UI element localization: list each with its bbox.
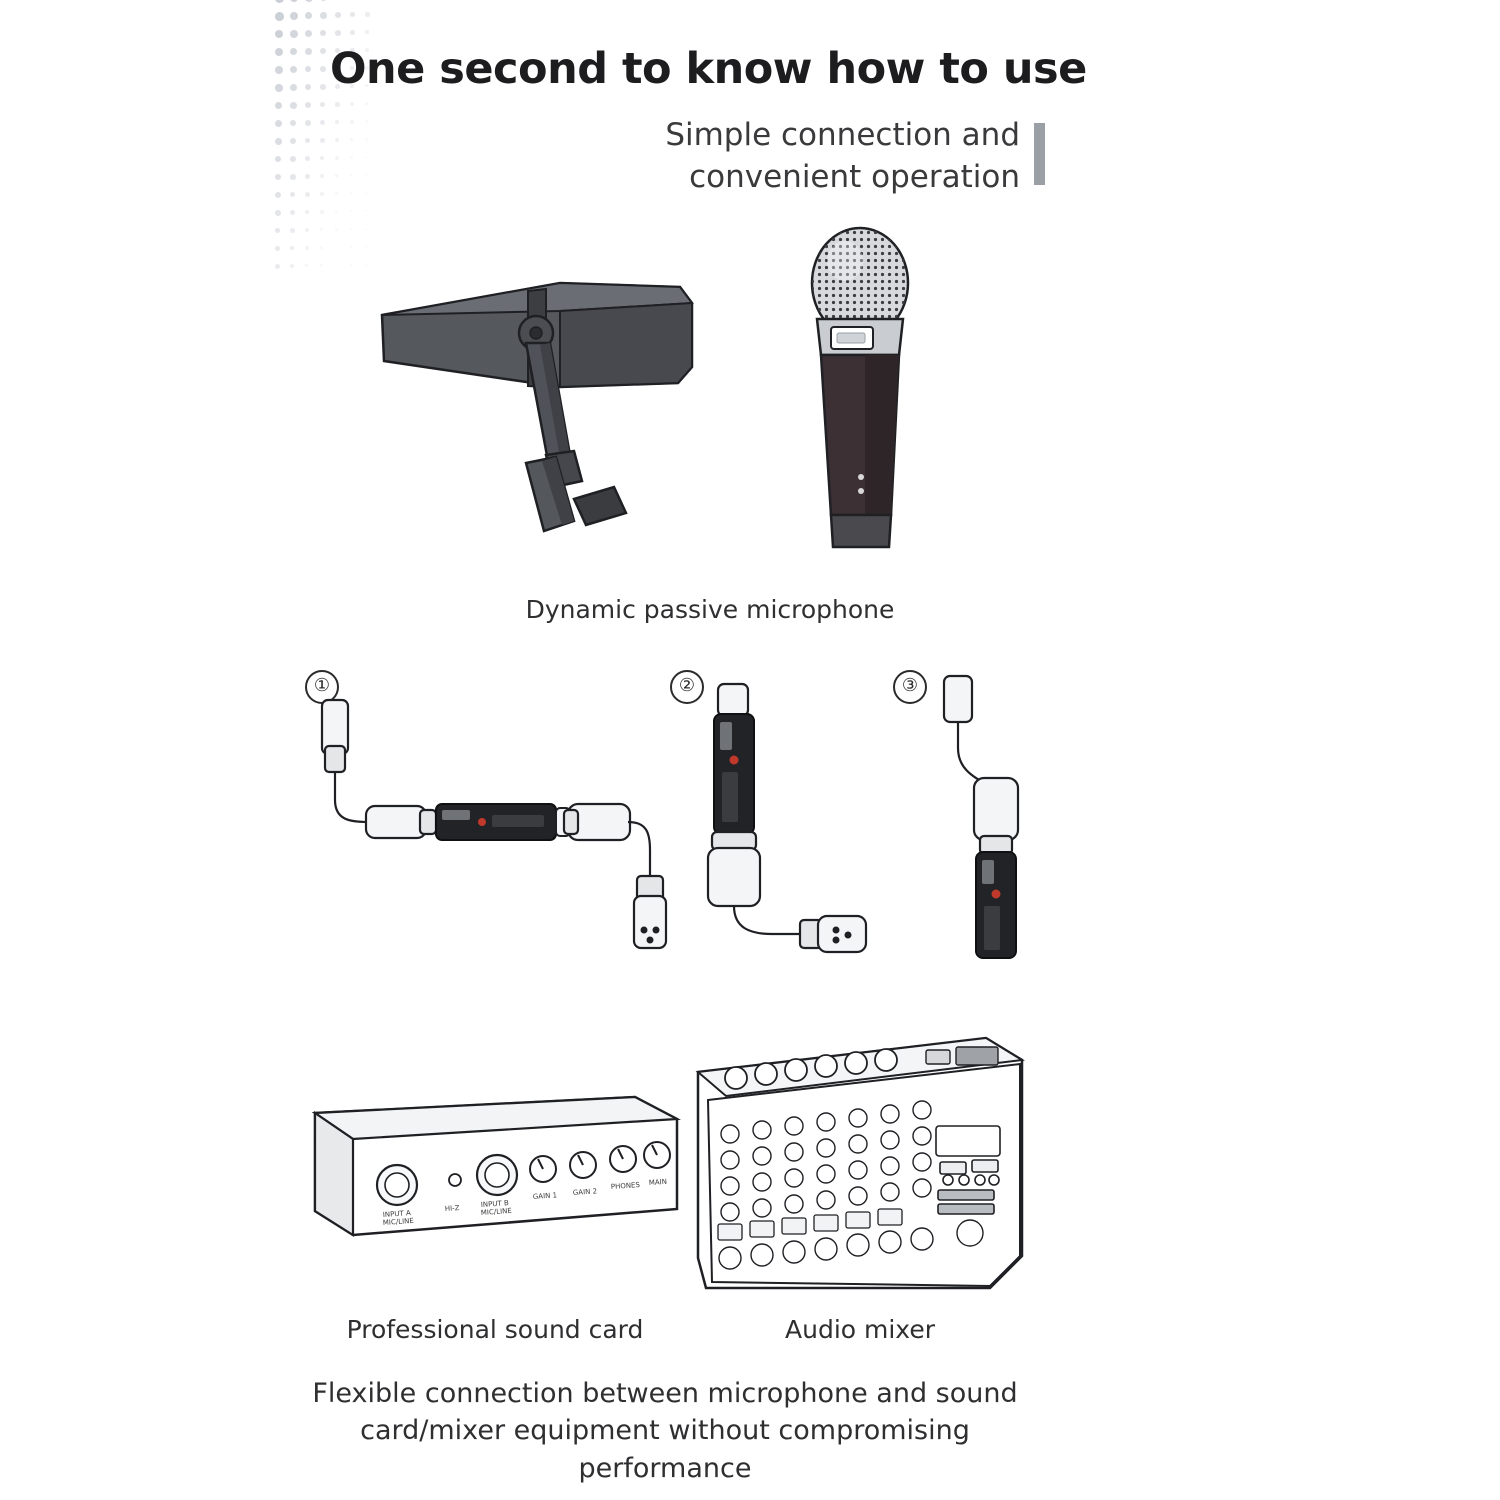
svg-text:MIC/LINE: MIC/LINE (382, 1216, 415, 1227)
svg-text:HI-Z: HI-Z (444, 1203, 460, 1213)
page-title: One second to know how to use (330, 44, 1087, 94)
svg-text:GAIN 2: GAIN 2 (572, 1187, 598, 1197)
footer-line-1: Flexible connection between microphone and sound (312, 1378, 1018, 1409)
sound-card-caption: Professional sound card (346, 1315, 644, 1344)
microphone-caption: Dynamic passive microphone (525, 595, 895, 624)
page-subtitle (560, 115, 1020, 199)
step-badge-3: ③ (893, 670, 927, 704)
connection-step-1-diagram (310, 690, 680, 960)
broadcast-dynamic-microphone (360, 255, 740, 575)
handheld-dynamic-microphone (795, 215, 925, 565)
page-subtitle-line2: convenient operation (689, 158, 1020, 195)
connection-step-3-diagram (930, 672, 1060, 972)
step-badge-1: ① (305, 670, 339, 704)
connection-step-2-diagram (700, 680, 870, 970)
svg-text:INPUT A: INPUT A (382, 1209, 412, 1219)
svg-text:MIC/LINE: MIC/LINE (480, 1206, 513, 1217)
svg-text:GAIN 1: GAIN 1 (532, 1191, 558, 1201)
footer-line-2: card/mixer equipment without compromising (360, 1415, 970, 1447)
svg-text:PHONES: PHONES (610, 1180, 641, 1191)
mixer-caption: Audio mixer (785, 1315, 935, 1344)
footer-line-3: performance (578, 1452, 752, 1484)
svg-text:INPUT B: INPUT B (480, 1199, 510, 1209)
subtitle-accent-bar (1034, 123, 1045, 185)
professional-sound-card (305, 1085, 685, 1245)
step-badge-2: ② (670, 670, 704, 704)
page-subtitle-line1: Simple connection and (665, 117, 1020, 153)
footer-description (280, 1375, 1050, 1487)
svg-text:MAIN: MAIN (648, 1177, 668, 1187)
audio-mixer (690, 1030, 1030, 1300)
